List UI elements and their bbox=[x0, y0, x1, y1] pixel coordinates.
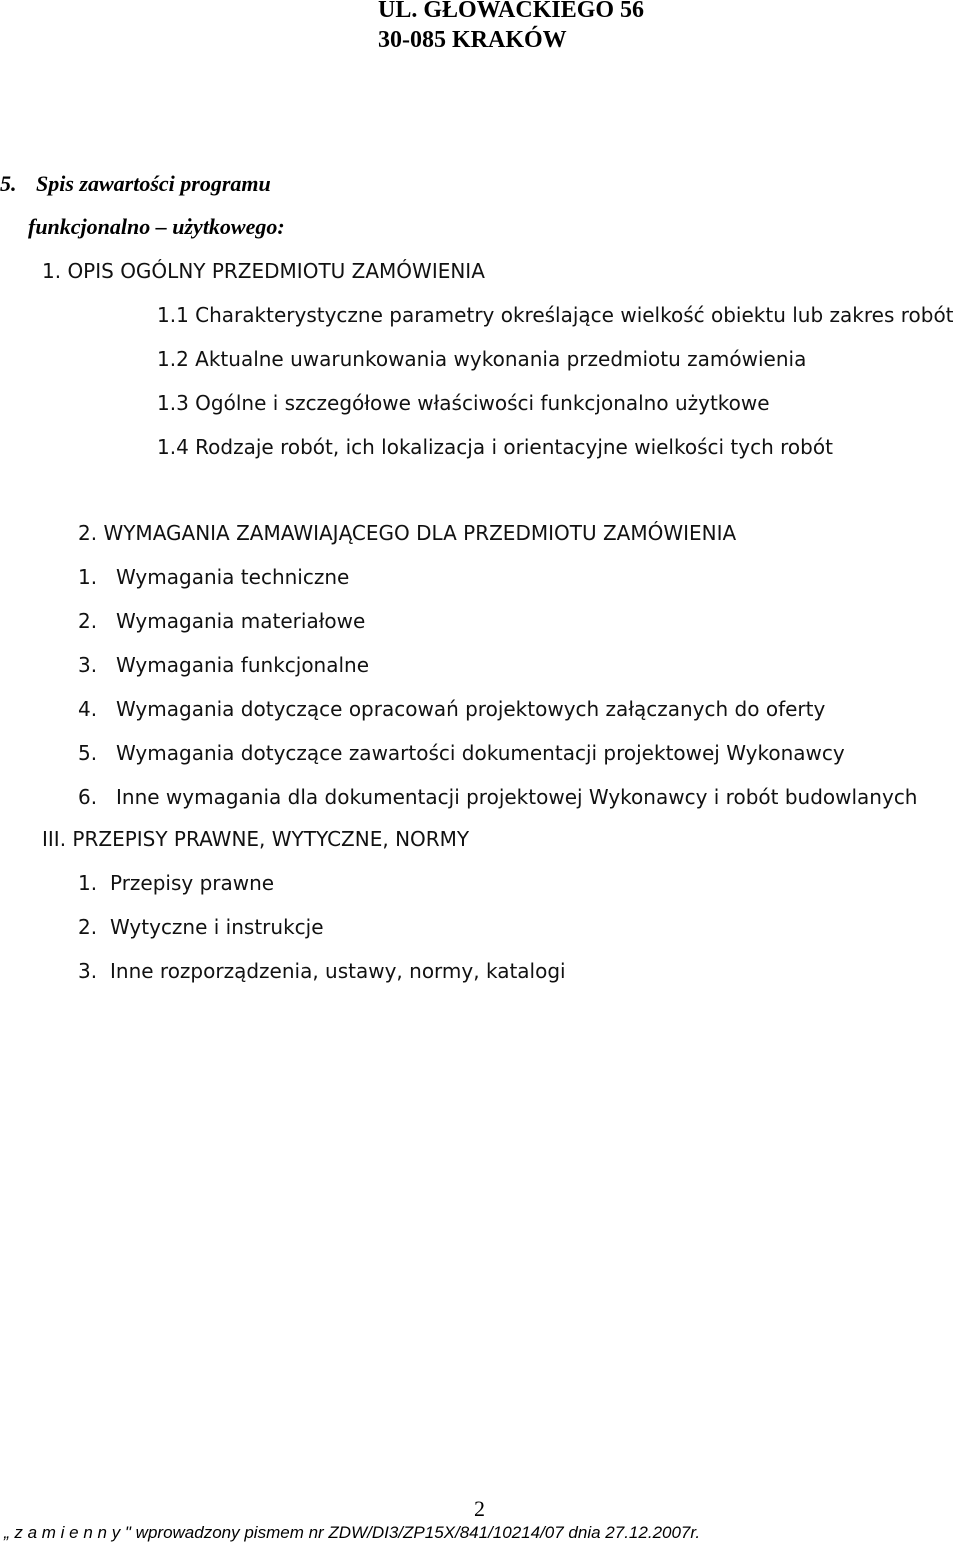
toc-part2-title: 2. WYMAGANIA ZAMAWIAJĄCEGO DLA PRZEDMIOTU ZAMÓWIENIA bbox=[78, 521, 737, 545]
toc-item-number: 4. bbox=[78, 697, 98, 721]
toc-item-2-1 bbox=[78, 567, 349, 587]
toc-item-2-6 bbox=[78, 787, 917, 807]
header-city: 30-085 KRAKÓW bbox=[378, 27, 567, 53]
toc-item-text: Wytyczne i instrukcje bbox=[110, 915, 324, 939]
toc-item-text: Wymagania materiałowe bbox=[116, 609, 366, 633]
toc-item-2-3 bbox=[78, 655, 369, 675]
toc-item-3-1 bbox=[78, 873, 274, 893]
header-street: UL. GŁOWACKIEGO 56 bbox=[378, 0, 645, 23]
toc-part1-title: 1. OPIS OGÓLNY PRZEDMIOTU ZAMÓWIENIA bbox=[42, 259, 485, 283]
toc-item-number: 1. bbox=[78, 565, 98, 589]
toc-item-3-2 bbox=[78, 917, 324, 937]
toc-item-text: Wymagania funkcjonalne bbox=[116, 653, 370, 677]
toc-item-number: 5. bbox=[78, 741, 98, 765]
toc-item-number: 2. bbox=[78, 609, 98, 633]
section-number: 5. bbox=[0, 171, 17, 196]
toc-part3-title: III. PRZEPISY PRAWNE, WYTYCZNE, NORMY bbox=[42, 827, 470, 851]
page-number: 2 bbox=[474, 1496, 485, 1521]
section-heading bbox=[0, 173, 271, 195]
toc-item-text: Inne rozporządzenia, ustawy, normy, katalogi bbox=[110, 959, 566, 983]
toc-item-2-4 bbox=[78, 699, 825, 719]
section-title-line1: Spis zawartości programu bbox=[36, 171, 271, 196]
toc-item-1-3: 1.3 Ogólne i szczegółowe właściwości funkcjonalno użytkowe bbox=[157, 391, 770, 415]
toc-item-text: Wymagania dotyczące opracowań projektowych załączanych do oferty bbox=[116, 697, 826, 721]
toc-item-text: Wymagania techniczne bbox=[116, 565, 350, 589]
toc-item-text: Przepisy prawne bbox=[110, 871, 275, 895]
footer-note: „ z a m i e n n y " wprowadzony pismem nr ZDW/DI3/ZP15X/841/10214/07 dnia 27.12.2007r. bbox=[4, 1523, 701, 1542]
toc-item-3-3 bbox=[78, 961, 566, 981]
toc-item-2-5 bbox=[78, 743, 845, 763]
toc-item-number: 6. bbox=[78, 785, 98, 809]
toc-item-number: 1. bbox=[78, 871, 98, 895]
toc-item-1-2: 1.2 Aktualne uwarunkowania wykonania przedmiotu zamówienia bbox=[157, 347, 807, 371]
toc-item-text: Inne wymagania dla dokumentacji projektowej Wykonawcy i robót budowlanych bbox=[116, 785, 918, 809]
toc-item-text: Wymagania dotyczące zawartości dokumentacji projektowej Wykonawcy bbox=[116, 741, 845, 765]
toc-item-1-1: 1.1 Charakterystyczne parametry określające wielkość obiektu lub zakres robót bbox=[157, 303, 954, 327]
toc-item-1-4: 1.4 Rodzaje robót, ich lokalizacja i orientacyjne wielkości tych robót bbox=[157, 435, 833, 459]
toc-item-number: 3. bbox=[78, 653, 98, 677]
section-title-line2: funkcjonalno – użytkowego: bbox=[28, 214, 285, 239]
toc-item-2-2 bbox=[78, 611, 365, 631]
toc-item-number: 3. bbox=[78, 959, 98, 983]
toc-item-number: 2. bbox=[78, 915, 98, 939]
